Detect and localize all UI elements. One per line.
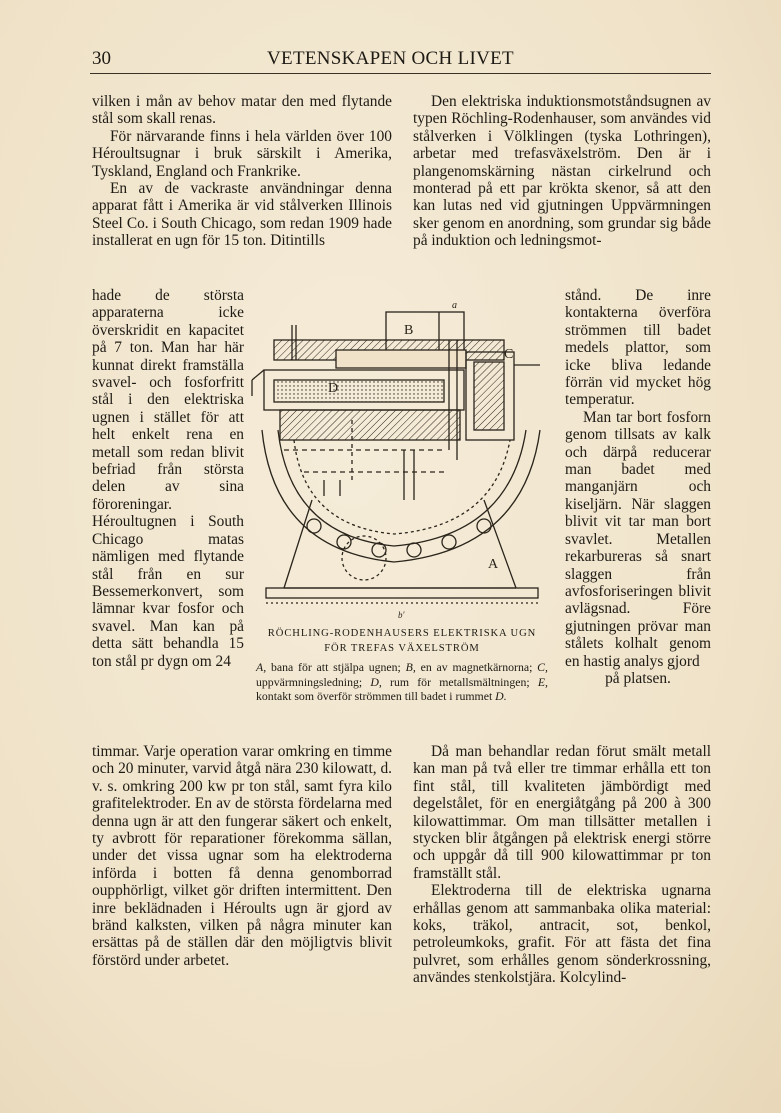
label-d: D xyxy=(328,381,339,396)
figure-caption-title xyxy=(252,626,552,656)
right-column-bottom xyxy=(413,743,711,987)
caption-text: uppvärmningsledning; xyxy=(256,674,371,689)
caption-key: E, xyxy=(537,674,548,689)
paragraph: Man tar bort fosforn genom tillsats av kalk och därpå reducerar man badet med manganjärn och kiseljärn. När slaggen blivit vit tar man bort svavlet. Metallen rekarbureras så snart slaggen från avfosforiseringen blivit avlägsnad. Före gjutningen prövar man stålets kolhalt genom en hastig analys gjord xyxy=(565,408,711,670)
caption-text: rum för metallsmältningen; xyxy=(381,674,538,689)
running-title: VETENSKAPEN OCH LIVET xyxy=(267,48,514,69)
left-column-top xyxy=(92,93,392,250)
paragraph: Då man behandlar redan förut smält metall kan man på två eller tre timmar erhålla ett ton fint stål, till kvaliteten jämbördigt med degelstålet, för en energiåtgång på 200 à 300 kilowattimmar. Om man tillsätter metallen i stycken blir åtgången på elektrisk energi större och uppgår då till 900 kilowattimmar pr ton framställt stål. xyxy=(413,743,711,882)
label-a: a xyxy=(452,300,457,311)
right-column-top xyxy=(413,93,711,250)
left-column-bottom xyxy=(92,743,392,969)
caption-text: bana för att stjälpa ugnen; xyxy=(266,660,406,674)
foundation xyxy=(266,588,538,598)
caption-key: D, xyxy=(370,674,382,689)
furnace-diagram xyxy=(244,300,560,620)
caption-key: D. xyxy=(495,689,507,703)
caption-key: B, xyxy=(405,660,416,674)
label-b: B xyxy=(404,323,414,338)
right-column-narrow xyxy=(565,287,711,687)
caption-text: en av magnetkärnorna; xyxy=(415,660,538,674)
caption-text: kontakt som överför strömmen till badet i rummet xyxy=(256,689,496,703)
figure-caption-body xyxy=(256,660,548,704)
label-a-upper: A xyxy=(488,557,499,572)
paragraph: För närvarande finns i hela världen över 100 Héroultsugnar i bruk särskilt i Amerika, Tyskland, England och Frankrike. xyxy=(92,127,392,180)
page-number: 30 xyxy=(92,48,111,69)
paragraph-end: på platsen. xyxy=(605,669,671,687)
label-b-prime: b' xyxy=(398,610,405,620)
left-column-narrow xyxy=(92,287,244,670)
paragraph: timmar. Varje operation varar omkring en timme och 20 minuter, varvid åtgå nära 230 kilowatt, d. v. s. omkring 200 kw pr ton stål, samt fyra kilo grafitelektroder. En av de största fördelarna med denna ugn är att den fungerar säkert och enkelt, ty avbrott för reparationer förekomma sällan, under det vissa ugnar som ha elektroderna införda i botten få denna genomborrad oupphörligt, vilket gör driften intermittent. Den inre beklädnaden i Héroults ugn är gjord av bränd kalksten, vilken på några minuter kan ersättas på de ställen där den möjligtvis blivit förstörd under arbetet. xyxy=(92,743,392,969)
paragraph: En av de vackraste användningar denna apparat fått i Amerika är vid stålverken Illinois Steel Co. i South Chicago, som redan 1909 hade installerat en ugn för 15 ton. Ditintills xyxy=(92,180,392,250)
paragraph: vilken i mån av behov matar den med flytande stål som skall renas. xyxy=(92,93,392,128)
label-c: C xyxy=(504,347,514,362)
caption-key: A, xyxy=(256,660,267,674)
caption-title-line-2: FÖR TREFAS VÄXELSTRÖM xyxy=(324,643,480,654)
header-rule xyxy=(90,73,711,74)
paragraph: Elektroderna till de elektriska ugnarna erhållas genom att sammanbaka olika material: koks, träkol, antracit, sot, benkol, petroleumkoks, grafit. För att fästa det fina pulvret, som erhålles genom sönderkrossning, användes stenkolstjära. Kolcylind- xyxy=(413,882,711,987)
paragraph: Den elektriska induktionsmotståndsugnen av typen Röchling-Rodenhauser, som användes vid stålverken i Völklingen (tyska Lothringen), arbetar med trefasväxelström. Den är i plangenomskärning nästan cirkelrund och monterad på ett par krökta skenor, så att den kan lutas ned vid gjutningen Uppvärmningen sker genom en anordning, som grundar sig både på induktion och ledningsmot- xyxy=(413,93,711,250)
caption-title-line-1: RÖCHLING-RODENHAUSERS ELEKTRISKA UGN xyxy=(267,628,537,639)
caption-key: C, xyxy=(537,660,548,674)
paragraph: stånd. De inre kontakterna överföra strömmen till badet medels plattor, som icke bliva ledande förrän vid mycket hög temperatur. xyxy=(565,287,711,409)
paragraph: hade de största apparaterna icke överskridit en kapacitet på 7 ton. Man har här kunnat direkt framställa svavel- och fosforfritt stål i den elektriska ugnen i stället för att helt enkelt rena en metall som redan blivit befriad från största delen av sina föroreningar. Héroultugnen i South Chicago matas nämligen med flytande stål från en sur Bessemerkonvert, som lämnar kvar fosfor och svavel. Man kan på detta sätt behandla 15 ton stål pr dygn om 24 xyxy=(92,287,244,670)
